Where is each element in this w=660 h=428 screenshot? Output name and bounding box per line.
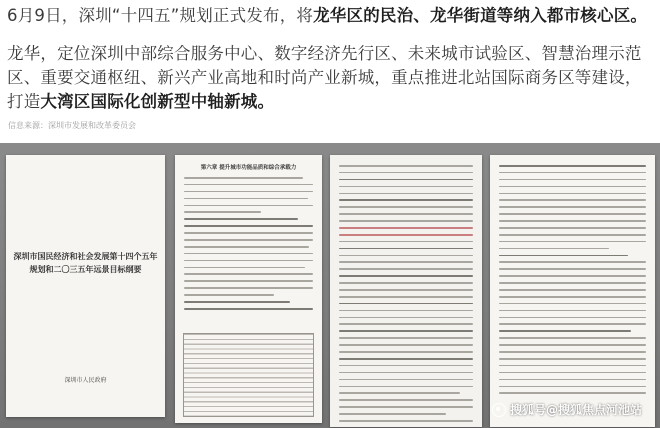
document-page-detail [490,155,655,427]
article-text [0,0,660,160]
document-photo [0,143,660,428]
paragraph-1 [7,4,657,28]
cover-title-line-1: 深圳市国民经济和社会发展第十四个五年 [13,251,158,261]
p2-highlight: 大湾区国际化创新型中轴新城。 [40,92,275,111]
p1-text: 6月9日，深圳“十四五”规划正式发布，将 [7,6,314,25]
cover-title [12,250,159,276]
document-cover-page [6,155,165,417]
source-watermark [492,401,642,418]
p1-highlight: 龙华区的民治、龙华街道等纳入都市核心区。 [313,6,648,25]
p2-text: 龙华，定位深圳中部综合服务中心、数字经济先行区、未来城市试验区、智慧治理示范区、重要交通枢纽、新兴产业高地和时尚产业新城，重点推进北站国际商务区等建设，打造 [7,44,642,111]
chapter-heading: 第六章 提升城市功能品质和综合承载力 [200,165,297,171]
watermark-text: 搜狐号@搜狐焦点河池站 [509,403,642,417]
cover-title-line-2: 规划和二〇三五年远景目标纲要 [29,264,142,274]
sohu-fox-icon [492,403,506,417]
document-page-chapter-6 [175,155,322,423]
paragraph-2 [7,42,657,114]
document-page-list [330,155,482,427]
info-box [183,333,314,417]
detail-text-lines [499,165,646,399]
body-text-lines [184,177,313,315]
source-caption: 信息来源：深圳市发展和改革委员会 [8,121,136,130]
list-text-lines [339,165,473,427]
cover-issuer: 深圳市人民政府 [64,377,107,384]
